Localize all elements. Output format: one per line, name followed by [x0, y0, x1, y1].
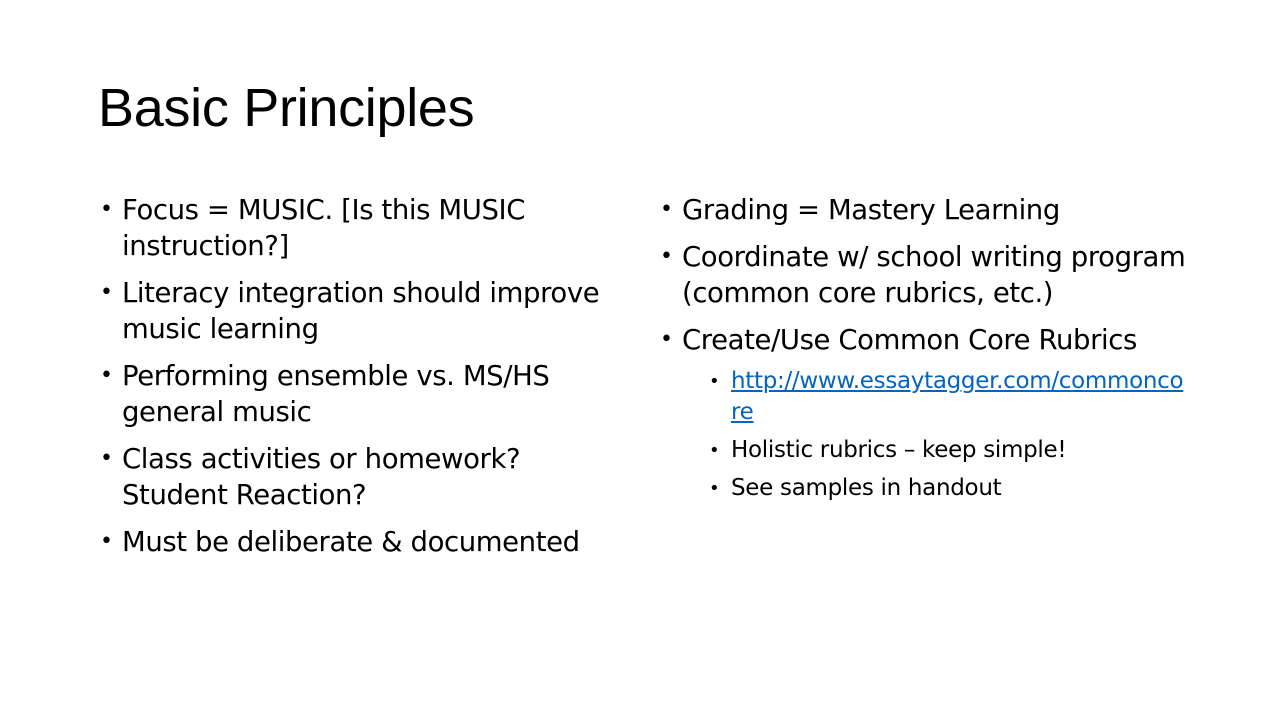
- bullet-icon: •: [709, 440, 720, 461]
- list-item-text: Grading = Mastery Learning: [682, 194, 1060, 226]
- rubrics-sublist: [682, 366, 1190, 504]
- bullet-icon: •: [660, 197, 673, 222]
- sublist-item-text: Holistic rubrics – keep simple!: [731, 437, 1067, 463]
- list-item-text: Focus = MUSIC. [Is this MUSIC instruction?]: [122, 194, 526, 262]
- sublist-item: [709, 435, 1190, 466]
- bullet-icon: •: [709, 371, 720, 392]
- list-item: [660, 322, 1190, 504]
- bullet-icon: •: [709, 478, 720, 499]
- list-item: [100, 524, 620, 560]
- sublist-item: [709, 473, 1190, 504]
- list-item-text: Literacy integration should improve music learning: [122, 277, 600, 345]
- sublist-item-text: See samples in handout: [731, 475, 1002, 501]
- sublist-item: [709, 366, 1190, 428]
- list-item: [660, 239, 1190, 311]
- list-item: [100, 275, 620, 347]
- bullet-icon: •: [660, 244, 673, 269]
- list-item-text: Must be deliberate & documented: [122, 526, 580, 558]
- bullet-icon: •: [100, 280, 113, 305]
- list-item: [100, 192, 620, 264]
- list-item: [100, 358, 620, 430]
- list-item-text: Coordinate w/ school writing program (common core rubrics, etc.): [682, 241, 1186, 309]
- bullet-icon: •: [100, 529, 113, 554]
- bullet-icon: •: [660, 327, 673, 352]
- list-item: [660, 192, 1190, 228]
- list-item-text: Create/Use Common Core Rubrics: [682, 324, 1137, 356]
- slide-title: Basic Principles: [98, 78, 475, 138]
- bullet-icon: •: [100, 197, 113, 222]
- list-item-text: Performing ensemble vs. MS/HS general music: [122, 360, 550, 428]
- left-bullet-list: [100, 192, 620, 571]
- bullet-icon: •: [100, 446, 113, 471]
- bullet-icon: •: [100, 363, 113, 388]
- essaytagger-link[interactable]: http://www.essaytagger.com/commoncore: [731, 368, 1184, 425]
- list-item: [100, 441, 620, 513]
- list-item-text: Class activities or homework? Student Reaction?: [122, 443, 521, 511]
- right-bullet-list: [660, 192, 1190, 515]
